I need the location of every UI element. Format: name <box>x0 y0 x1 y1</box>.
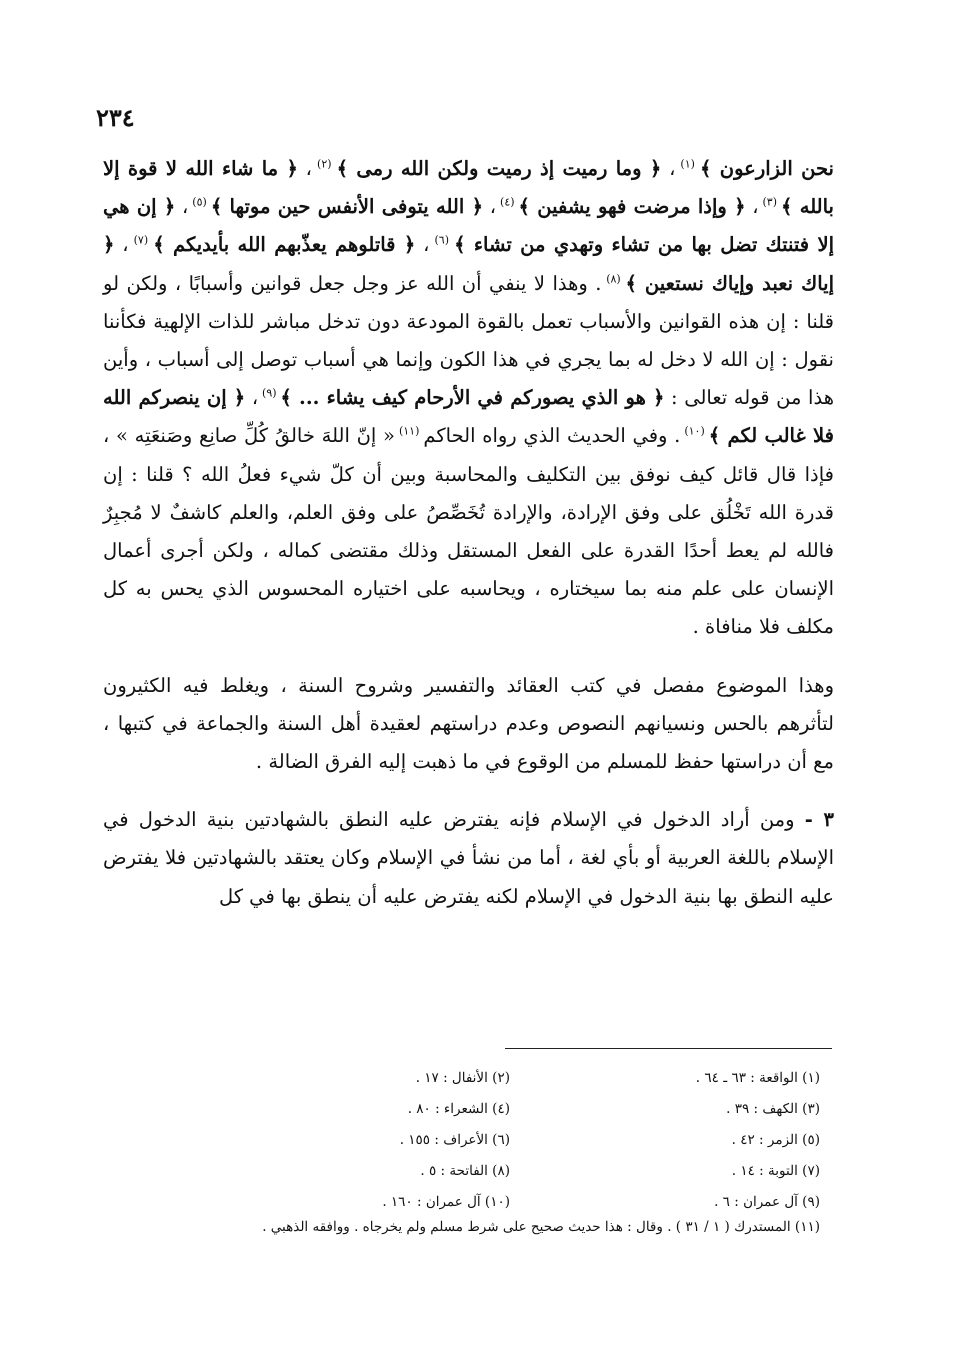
quran-quote: ﴿ ما شاء الله لا قوة إلا بالله ﴾ <box>103 157 834 219</box>
paragraph-3-number: ٣ - <box>804 808 834 832</box>
footnote-ref: (٣) <box>758 195 782 209</box>
footnote-ref: (١) <box>675 157 701 171</box>
quran-quote: ﴿ وإذا مرضت فهو يشفين ﴾ <box>518 195 746 219</box>
quran-quote: نحن الزارعون ﴾ <box>700 157 834 180</box>
footnote-11: (١١) المستدرك ( ١ / ٣١ ) . وقال : هذا حديث صحيح على شرط مسلم ولم يخرجاه . ووافقه الذهبي . <box>262 1219 820 1235</box>
body-text: ، <box>661 157 676 180</box>
footnote-row <box>200 1093 820 1124</box>
footnote-entry: (٩) آل عمران : ٦ . <box>714 1193 820 1210</box>
page-number: ٢٣٤ <box>96 103 135 132</box>
footnote-ref: (٩) <box>258 386 281 400</box>
footnote-rows <box>200 1062 820 1217</box>
body-text: ، <box>297 157 312 180</box>
footnote-entry: (٣) الكهف : ٣٩ . <box>726 1100 820 1117</box>
footnote-row <box>200 1155 820 1186</box>
quran-quote: ﴿ إن هي إلا فتنتك تضل بها من تشاء وتهدي من تشاء ﴾ <box>103 195 834 257</box>
quran-quote: ﴿ قاتلوهم يعذّبهم الله بأيديكم ﴾ <box>153 233 416 257</box>
quran-quote: ﴿ هو الذي يصوركم في الأرحام كيف يشاء ... ﴾ <box>280 386 665 410</box>
body-text: ، <box>114 233 129 257</box>
footnote-ref: (٦) <box>429 233 455 247</box>
footnote-ref: (٢) <box>311 157 337 171</box>
body-text: ، <box>175 195 189 219</box>
body-text: . وفي الحديث الذي رواه الحاكم <box>423 424 681 448</box>
footnote-ref: (٥) <box>188 195 211 209</box>
footnotes <box>200 1062 820 1235</box>
footnote-ref: (١١) <box>394 424 424 438</box>
paragraph-1 <box>103 150 834 647</box>
footnote-entry: (١) الواقعة : ٦٣ ـ ٦٤ . <box>695 1069 820 1086</box>
footnote-entry: (٦) الأعراف : ١٥٥ . <box>399 1131 510 1148</box>
paragraph-3 <box>103 801 834 916</box>
footnote-row <box>200 1186 820 1217</box>
footnote-ref: (١٠) <box>680 424 709 438</box>
body-text: ، <box>415 233 430 257</box>
footnote-ref: (٤) <box>496 195 519 209</box>
body-text: ، <box>745 195 759 219</box>
footnote-entry: (٥) الزمر : ٤٢ . <box>731 1131 820 1148</box>
footnote-entry: (٧) التوبة : ١٤ . <box>731 1162 820 1179</box>
footnote-ref: (٨) <box>601 272 626 286</box>
footnote-ref: (٧) <box>128 233 154 247</box>
body-text: ، <box>483 195 497 219</box>
quran-quote: ﴿ وما رميت إذ رميت ولكن الله رمى ﴾ <box>336 157 662 180</box>
quran-quote: ﴿ إن ينصركم الله فلا غالب لكم ﴾ <box>103 386 834 448</box>
paragraph-2: وهذا الموضوع مفصل في كتب العقائد والتفسير وشروح السنة ، ويغلط فيه الكثيرون لتأثرهم بالحس ونسيانهم النصوص وعدم دراستهم لعقيدة أهل السنة والجماعة في كتبها ، مع أن دراستها حفظ للمسلم من الوقوع في ما ذهبت إليه الفرق الضالة . <box>103 673 834 774</box>
main-text <box>103 150 834 916</box>
footnote-entry: (١٠) آل عمران : ١٦٠ . <box>382 1193 510 1210</box>
quran-quote: ﴿ إياك نعبد وإياك نستعين ﴾ <box>103 233 834 295</box>
footnote-entry: (٢) الأنفال : ١٧ . <box>415 1069 510 1086</box>
footnote-entry: (٨) الفاتحة : ٥ . <box>420 1162 510 1179</box>
footnote-row <box>200 1124 820 1155</box>
footnote-divider <box>505 1048 832 1049</box>
body-text: . وهذا لا ينفي أن الله عز وجل جعل قوانين وأسبابًا ، ولكن لو قلنا : إن هذه القوانين والأسباب تعمل بالقوة المودعة دون تدخل مباشر للذات الإلهية فكأننا نقول : إن الله لا دخل له بما يجري في هذا الكون وإنما هي أسباب توصل إلى أسباب ، وأين هذا من قوله تعالى : <box>103 271 834 410</box>
paragraph-3-text: ومن أراد الدخول في الإسلام فإنه يفترض عليه النطق بالشهادتين بنية الدخول في الإسلام باللغة العربية أو بأي لغة ، أما من نشأ في الإسلام وكان يعتقد بالشهادتين فلا يفترض عليه النطق بها بنية الدخول في الإسلام لكنه يفترض عليه أن ينطق بها في كل <box>103 808 834 908</box>
body-text: ، <box>245 386 259 410</box>
quran-quote: ﴿ الله يتوفى الأنفس حين موتها ﴾ <box>210 195 484 219</box>
footnote-row <box>200 1062 820 1093</box>
footnote-entry: (٤) الشعراء : ٨٠ . <box>407 1100 510 1117</box>
body-text: « إنّ اللهَ خالقُ كُلِّ صانِع وصَنعَتِه » ، فإذا قال قائل كيف نوفق بين التكليف والمحاسبة وبين أن كلّ شيء فعلُ الله ؟ قلنا : إن قدرة الله تَخْلُق على وفق الإرادة، والإرادة تُخَصِّصُ على وفق العلم، والعلم كاشفٌ لا مُجبِرٌ فالله لم يعط أحدًا القدرة على الفعل المستقل وذلك مقتضى كماله ، ولكن أجرى أعمال الإنسان على علم منه بما سيختاره ، ويحاسبه على اختياره المحسوس الذي يحس به كل مكلف فلا منافاة . <box>103 424 834 639</box>
